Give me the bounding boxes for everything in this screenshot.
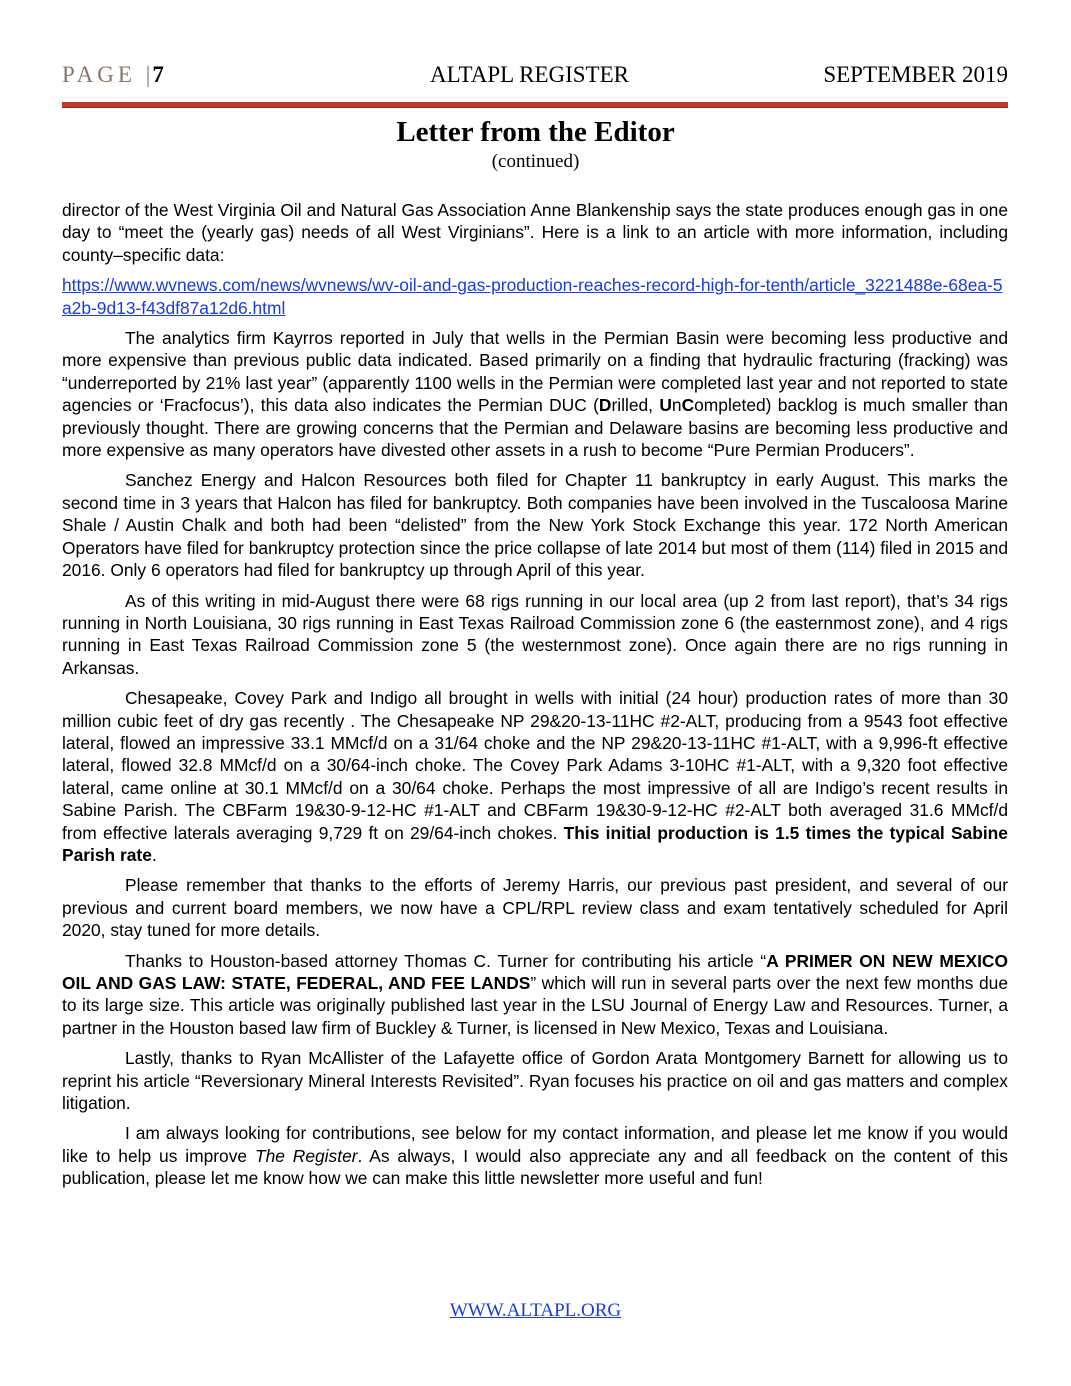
paragraph-5-end: . (151, 844, 157, 865)
website-link[interactable]: WWW.ALTAPL.ORG (449, 1300, 622, 1321)
paragraph-2-text-b: ompleted) backlog is much smaller than previously thought. There are growing concerns that the Permian and Delaware basins are becoming less productive and more expensive as many operators have divested other assets in a rush to become “Pure Permian Producers”. (62, 395, 1008, 461)
paragraph-2 (62, 327, 1008, 461)
paragraph-7 (62, 950, 1008, 1040)
duc-d-rest: rilled, (611, 395, 660, 416)
paragraph-9-text-a: I am always looking for contributions, see below for my contact information, and please let me know if you would like to help us improve (62, 1123, 1008, 1166)
link-paragraph (62, 274, 1008, 319)
paragraph-8: Lastly, thanks to Ryan McAllister of the Lafayette office of Gordon Arata Montgomery Barnett for allowing us to reprint his article “Reversionary Mineral Interests Revisited”. Ryan focuses his practice on oil and gas matters and complex litigation. (62, 1048, 1008, 1114)
page-footer (0, 1300, 1071, 1322)
paragraph-2-text-a: The analytics firm Kayrros reported in July that wells in the Permian Basin were becoming less productive and more expensive than previous public data indicated. Based primarily on a finding that hydraulic fracturing (fracking) was “underreported by 21% last year” (apparently 1100 wells in the Permian were completed last year and not reported to state agencies or ‘Fracfocus’), this data also indicates the Permian DUC ( (62, 328, 1008, 416)
duc-c-bold: C (681, 395, 695, 416)
article-body (62, 199, 1008, 1198)
article-subtitle: (continued) (491, 151, 580, 172)
paragraph-5-bold: This initial production is 1.5 times the typical Sabine Parish rate (62, 822, 1008, 865)
duc-n-plain: n (671, 395, 682, 416)
page-header (62, 62, 1008, 96)
issue-date: SEPTEMBER 2019 (823, 62, 1008, 87)
header-rule (62, 102, 1008, 108)
paragraph-9 (62, 1122, 1008, 1189)
duc-u-bold: U (659, 395, 672, 416)
publication-italic: The Register (254, 1145, 358, 1166)
paragraph-5-text: Chesapeake, Covey Park and Indigo all brought in wells with initial (24 hour) production rates of more than 30 million cubic feet of dry gas recently . The Chesapeake NP 29&20-13-11HC #2-ALT, producing from a 9543 foot effective lateral, flowed an impressive 33.1 MMcf/d on a 31/64 choke and the NP 29&20-13-11HC #1-ALT, with a 9,996-ft effective lateral, flowed 32.8 MMcf/d on a 30/64-inch choke. The Covey Park Adams 3-10HC #1-ALT, with a 9,320 foot effective lateral, came online at 30.1 MMcf/d on a 30/64 choke. Perhaps the most impressive of all are Indigo’s recent results in Sabine Parish. The CBFarm 19&30-9-12-HC #1-ALT and CBFarm 19&30-9-12-HC #2-ALT both averaged 31.6 MMcf/d from effective laterals averaging 9,729 ft on 29/64-inch chokes. (62, 688, 1008, 843)
article-title-bold: A PRIMER ON NEW MEXICO OIL AND GAS LAW: STATE, FEDERAL, AND FEE LANDS (62, 950, 1008, 993)
page-label-text: PAGE (62, 62, 136, 87)
paragraph-7-text-b: ” which will run in several parts over the next few months due to its large size. This article was originally published last year in the LSU Journal of Energy Law and Resources. Turner, a partner in the Houston based law firm of Buckley & Turner, is licensed in New Mexico, Texas and Louisiana. (62, 973, 1008, 1038)
paragraph-1: director of the West Virginia Oil and Natural Gas Association Anne Blankenship says the state produces enough gas in one day to “meet the (yearly gas) needs of all West Virginians”. Here is a link to an article with more information, including county–specific data: (62, 200, 1008, 265)
page-label-separator: | (145, 62, 153, 87)
paragraph-4: As of this writing in mid-August there were 68 rigs running in our local area (up 2 from last report), that’s 34 rigs running in North Louisiana, 30 rigs running in East Texas Railroad Commission zone 6 (the easternmost zone), and 4 rigs running in East Texas Railroad Commission zone 5 (the westernmost zone). Once again there are no rigs running in Arkansas. (62, 590, 1008, 678)
paragraph-3: Sanchez Energy and Halcon Resources both filed for Chapter 11 bankruptcy in early August. This marks the second time in 3 years that Halcon has filed for bankruptcy. Both companies have been involved in the Tuscaloosa Marine Shale / Austin Chalk and both had been “delisted” from the New York Stock Exchange this year. 172 North American Operators have filed for bankruptcy protection since the price collapse of late 2014 but most of them (114) filed in 2015 and 2016. Only 6 operators had filed for bankruptcy up through April of this year. (62, 470, 1008, 581)
page-number: 7 (152, 62, 164, 87)
publication-name: ALTAPL REGISTER (430, 62, 629, 87)
page-number-label (62, 62, 164, 88)
paragraph-7-text-a: Thanks to Houston-based attorney Thomas C. Turner for contributing his article “ (125, 950, 767, 971)
paragraph-6: Please remember that thanks to the efforts of Jeremy Harris, our previous past president, and several of our previous and current board members, we now have a CPL/RPL review class and exam tentatively scheduled for April 2020, stay tuned for more details. (62, 875, 1008, 941)
article-title: Letter from the Editor (396, 116, 675, 148)
article-link[interactable]: https://www.wvnews.com/news/wvnews/wv-oil-and-gas-production-reaches-record-high-for-tenth/article_3221488e-68ea-5a2b-9d13-f43df87a12d6.html (62, 275, 1003, 318)
paragraph-5 (62, 687, 1008, 866)
duc-d-bold: D (598, 395, 612, 416)
paragraph-9-text-b: . As always, I would also appreciate any and all feedback on the content of this publication, please let me know how we can make this little newsletter more useful and fun! (62, 1145, 1008, 1189)
